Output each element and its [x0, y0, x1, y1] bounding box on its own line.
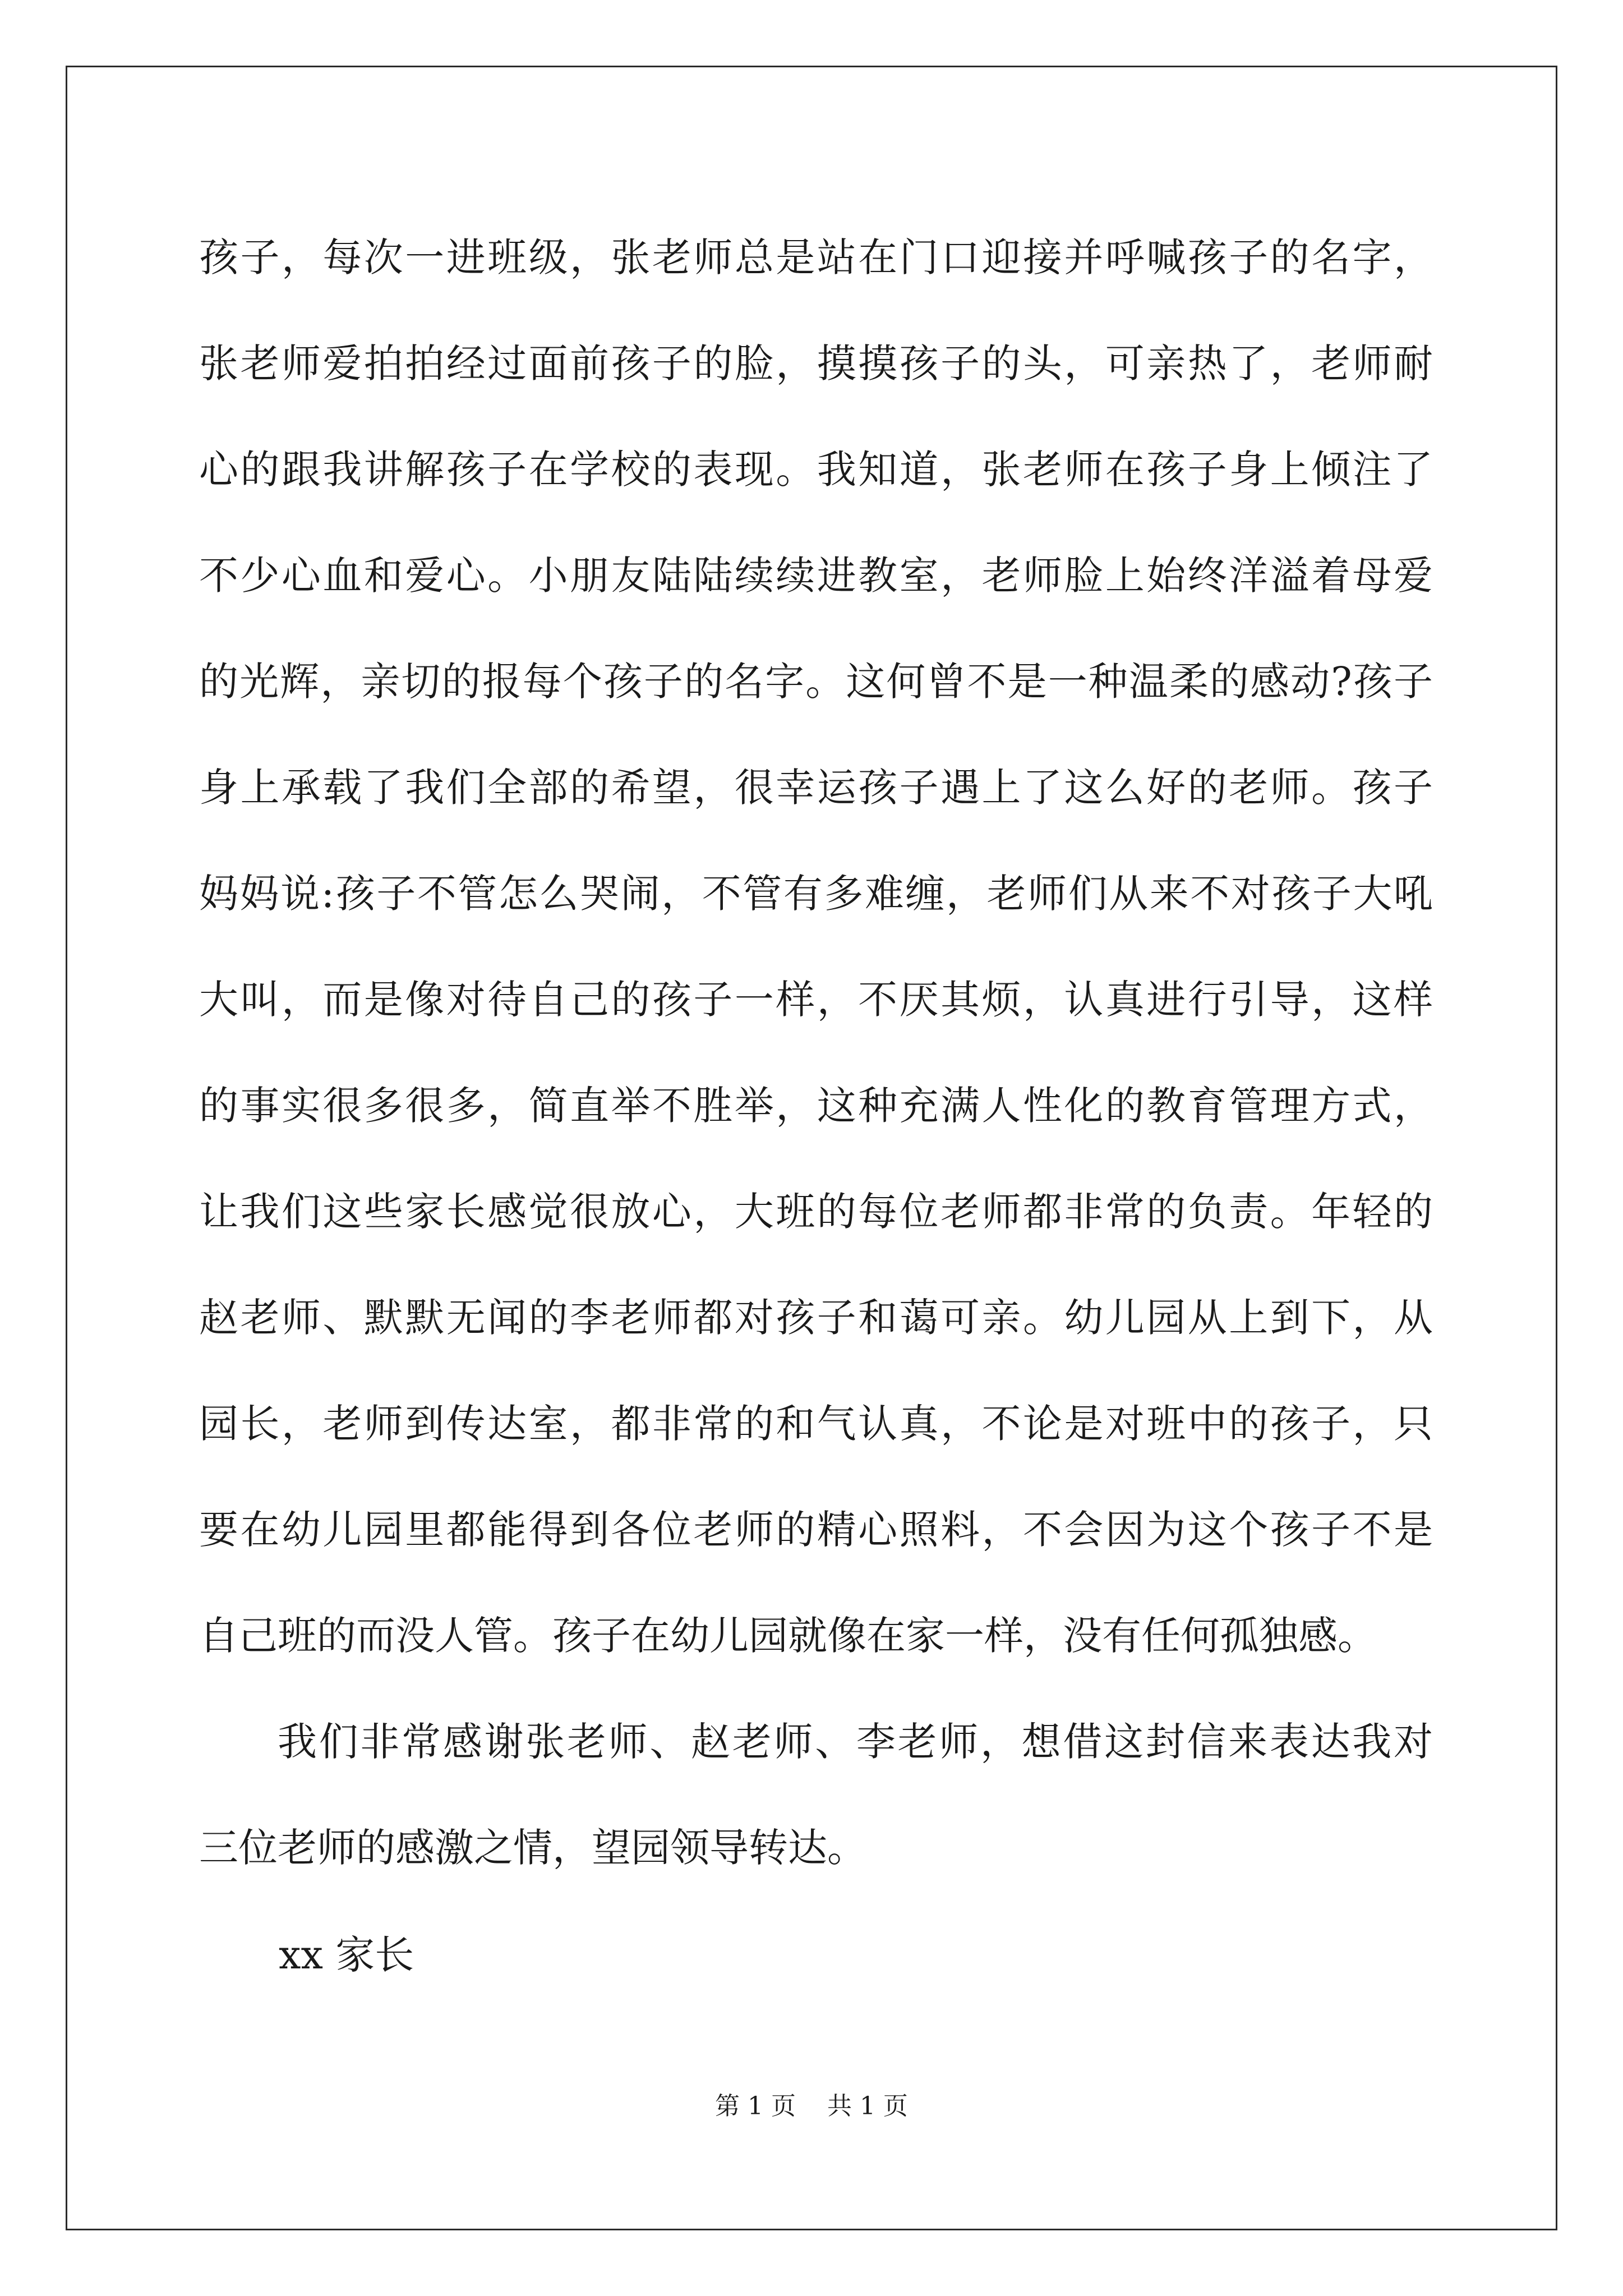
text-line: 身上承载了我们全部的希望，很幸运孩子遇上了这么好的老师。孩子 — [199, 765, 1433, 811]
signature: xx 家长 — [279, 1932, 414, 1978]
text-line: 不少心血和爱心。小朋友陆陆续续进教室，老师脸上始终洋溢着母爱 — [199, 553, 1433, 599]
text-line: 孩子，每次一进班级，张老师总是站在门口迎接并呼喊孩子的名字， — [199, 234, 1433, 280]
page-footer: 第 1 页 共 1 页 — [715, 2092, 908, 2120]
text-line: 让我们这些家长感觉很放心，大班的每位老师都非常的负责。年轻的 — [199, 1189, 1433, 1235]
text-line: 的光辉，亲切的报每个孩子的名字。这何曾不是一种温柔的感动?孩子 — [199, 659, 1433, 705]
text-line: 赵老师、默默无闻的李老师都对孩子和蔼可亲。幼儿园从上到下，从 — [199, 1295, 1433, 1341]
text-line: 妈妈说:孩子不管怎么哭闹，不管有多难缠，老师们从来不对孩子大吼 — [199, 871, 1433, 917]
text-line: 我们非常感谢张老师、赵老师、李老师，想借这封信来表达我对 — [278, 1719, 1433, 1765]
text-line: 要在幼儿园里都能得到各位老师的精心照料，不会因为这个孩子不是 — [199, 1507, 1433, 1553]
text-line: 心的跟我讲解孩子在学校的表现。我知道，张老师在孩子身上倾注了 — [199, 447, 1433, 493]
text-line: 园长，老师到传达室，都非常的和气认真，不论是对班中的孩子，只 — [199, 1401, 1433, 1447]
text-line: 大叫，而是像对待自己的孩子一样，不厌其烦，认真进行引导，这样 — [199, 977, 1433, 1023]
text-line: 张老师爱拍拍经过面前孩子的脸，摸摸孩子的头，可亲热了，老师耐 — [199, 341, 1433, 386]
text-line: 的事实很多很多，简直举不胜举，这种充满人性化的教育管理方式， — [199, 1083, 1433, 1129]
letter-body — [199, 205, 1433, 1901]
text-line: 三位老师的感激之情，望园领导转达。 — [199, 1825, 866, 1871]
text-line: 自己班的而没人管。孩子在幼儿园就像在家一样，没有任何孤独感。 — [199, 1613, 1377, 1659]
